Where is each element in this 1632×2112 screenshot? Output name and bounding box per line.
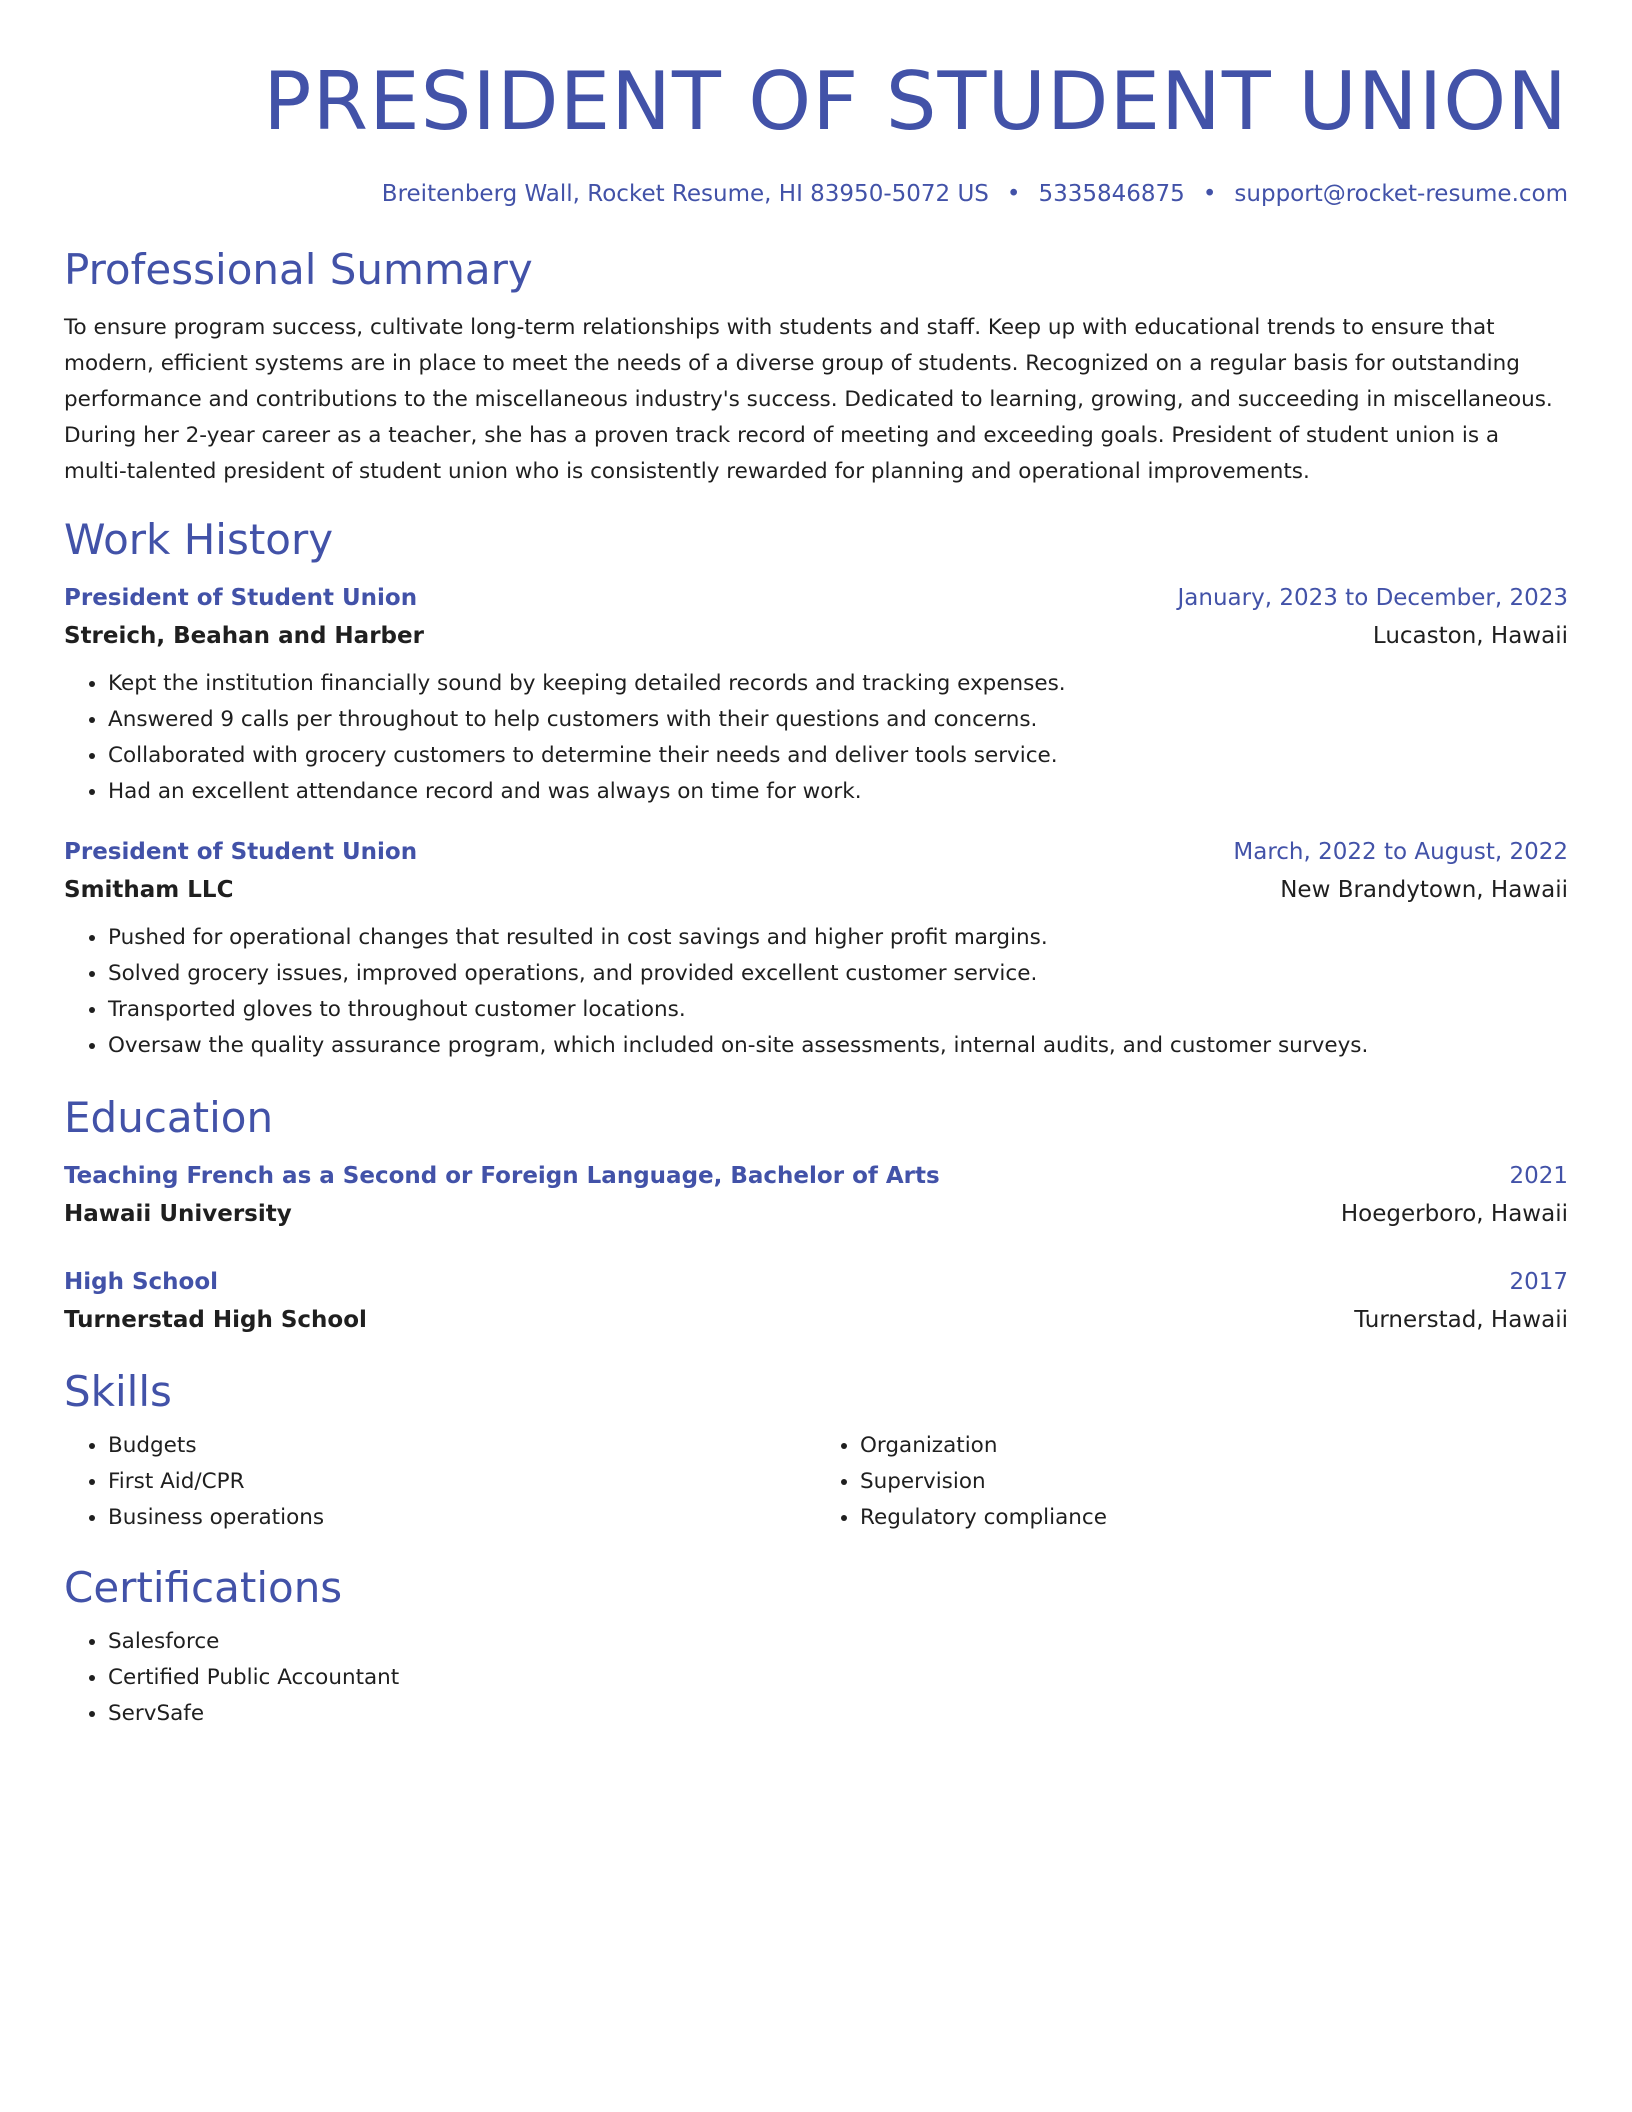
- skills-columns: [64, 1418, 1568, 1536]
- list-item: • Business operations: [108, 1500, 816, 1536]
- job-bullets: [64, 920, 1568, 1064]
- graduation-year: 2017: [1509, 1269, 1568, 1295]
- school-location: Turnerstad, Hawaii: [1354, 1307, 1568, 1333]
- section-heading-certifications: Certifications: [64, 1563, 343, 1612]
- job-dates: January, 2023 to December, 2023: [1177, 585, 1568, 611]
- contact-separator: •: [1006, 181, 1021, 207]
- section-heading-skills: Skills: [64, 1367, 172, 1416]
- certifications-section: [64, 1562, 1568, 1732]
- job-entry: [64, 580, 1568, 810]
- education-section: [64, 1092, 1568, 1340]
- list-item: • Oversaw the quality assurance program, which included on-site assessments, internal audits, and customer surveys.: [108, 1028, 1568, 1064]
- section-heading-education: Education: [64, 1093, 274, 1142]
- list-item: • Collaborated with grocery customers to determine their needs and deliver tools service.: [108, 738, 1568, 774]
- certifications-list: [64, 1624, 1568, 1732]
- summary-text: To ensure program success, cultivate long-term relationships with students and staff. Keep up with educational trends to ensure that modern, efficient systems are in place to meet the needs of a diverse group of students. Recognized on a regular basis for outstanding performance and contributions to the miscellaneous industry's success. Dedicated to learning, growing, and succeeding in miscellaneous. During her 2-year career as a teacher, she has a proven track record of meeting and exceeding goals. President of student union is a multi-talented president of student union who is consistently rewarded for planning and operational improvements.: [64, 315, 1553, 484]
- list-item: • Kept the institution financially sound by keeping detailed records and tracking expenses.: [108, 666, 1568, 702]
- graduation-year: 2021: [1509, 1163, 1568, 1189]
- skills-list-right: [816, 1428, 1568, 1536]
- school-name: Turnerstad High School: [64, 1307, 367, 1333]
- list-item: • Certified Public Accountant: [108, 1660, 1568, 1696]
- contact-email[interactable]: support@rocket-resume.com: [1234, 181, 1568, 207]
- skills-section: [64, 1366, 1568, 1536]
- list-item: • Salesforce: [108, 1624, 1568, 1660]
- job-entry: [64, 834, 1568, 1064]
- resume-title: PRESIDENT OF STUDENT UNION: [263, 55, 1568, 148]
- education-entry: [64, 1158, 1568, 1234]
- school-location: Hoegerboro, Hawaii: [1340, 1201, 1568, 1227]
- contact-phone: 5335846875: [1038, 181, 1185, 207]
- job-title: President of Student Union: [64, 839, 418, 865]
- list-item: • First Aid/CPR: [108, 1464, 816, 1500]
- list-item: • Regulatory compliance: [860, 1500, 1568, 1536]
- section-heading-summary: Professional Summary: [64, 245, 533, 294]
- list-item: • Budgets: [108, 1428, 816, 1464]
- education-entry: [64, 1264, 1568, 1340]
- contact-line: [64, 178, 1568, 210]
- list-item: • Had an excellent attendance record and was always on time for work.: [108, 774, 1568, 810]
- list-item: • ServSafe: [108, 1696, 1568, 1732]
- job-location: New Brandytown, Hawaii: [1280, 877, 1568, 903]
- list-item: • Supervision: [860, 1464, 1568, 1500]
- job-bullets: [64, 666, 1568, 810]
- list-item: • Transported gloves to throughout customer locations.: [108, 992, 1568, 1028]
- work-section: [64, 514, 1568, 1064]
- section-heading-work: Work History: [64, 515, 334, 564]
- skills-list-left: [64, 1428, 816, 1536]
- job-dates: March, 2022 to August, 2022: [1233, 839, 1568, 865]
- job-title: President of Student Union: [64, 585, 418, 611]
- degree-name: Teaching French as a Second or Foreign Language, Bachelor of Arts: [64, 1163, 940, 1189]
- list-item: • Solved grocery issues, improved operations, and provided excellent customer service.: [108, 956, 1568, 992]
- list-item: • Organization: [860, 1428, 1568, 1464]
- contact-separator: •: [1202, 181, 1217, 207]
- job-location: Lucaston, Hawaii: [1372, 623, 1568, 649]
- degree-name: High School: [64, 1269, 219, 1295]
- summary-section: [64, 244, 1568, 490]
- contact-address: Breitenberg Wall, Rocket Resume, HI 83950-5072 US: [381, 181, 989, 207]
- list-item: • Pushed for operational changes that resulted in cost savings and higher profit margins.: [108, 920, 1568, 956]
- job-company: Smitham LLC: [64, 877, 234, 903]
- school-name: Hawaii University: [64, 1201, 292, 1227]
- job-company: Streich, Beahan and Harber: [64, 623, 424, 649]
- list-item: • Answered 9 calls per throughout to help customers with their questions and concerns.: [108, 702, 1568, 738]
